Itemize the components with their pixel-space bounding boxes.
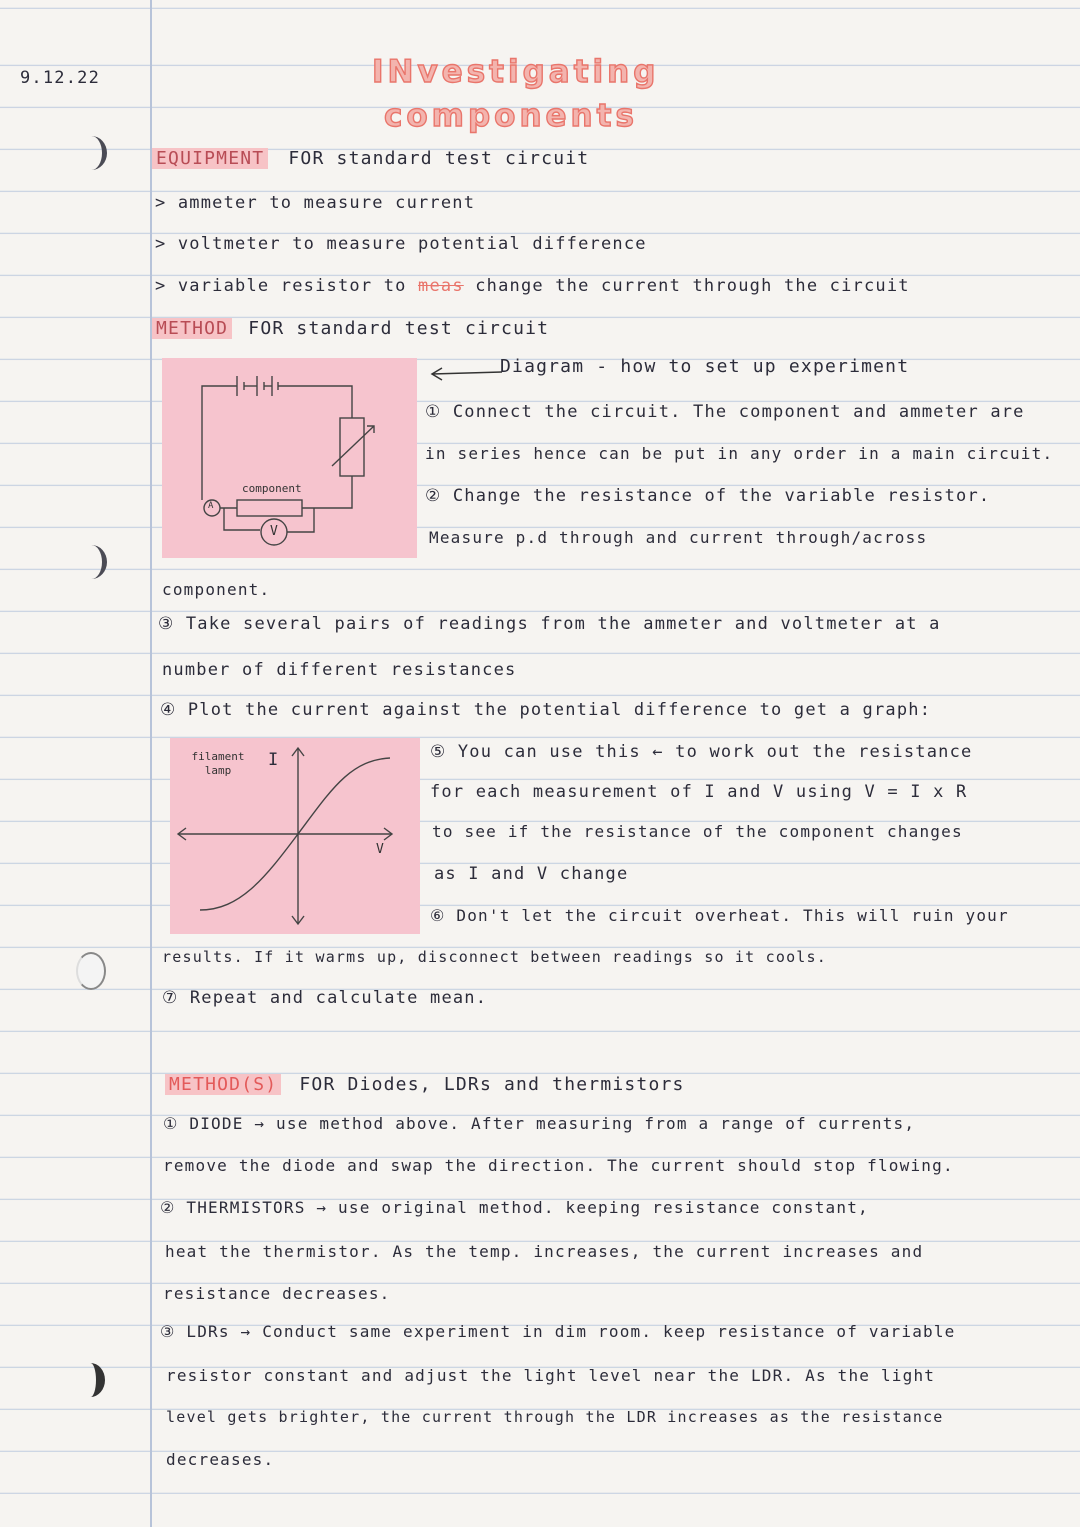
method-line: ⑦ Repeat and calculate mean. [162, 988, 488, 1008]
methods-line [160, 1198, 869, 1217]
binder-ring [76, 545, 107, 579]
circuit-diagram [162, 358, 417, 558]
method-line: for each measurement of I and V using V = I x R [430, 782, 968, 802]
methods-line: resistance decreases. [163, 1284, 391, 1303]
circuit-diagram-drawing [162, 358, 417, 558]
methods-heading-rest: FOR Diodes, LDRs and thermistors [299, 1074, 685, 1095]
equipment-item-part: > variable resistor to [155, 276, 407, 296]
iv-graph [170, 738, 420, 934]
methods-line: remove the diode and swap the direction. The current should stop flowing. [163, 1156, 954, 1175]
diagram-caption: Diagram - how to set up experiment [500, 356, 910, 377]
graph-x-axis-label: V [376, 842, 384, 857]
method-heading [152, 318, 549, 339]
equipment-item [155, 276, 910, 296]
methods-line [163, 1114, 915, 1133]
methods-text: THERMISTORS → use original method. keeping resistance constant, [186, 1198, 869, 1217]
ammeter-label: A [208, 501, 214, 511]
arrow-left-icon [428, 364, 508, 384]
methods-line: resistor constant and adjust the light level near the LDR. As the light [166, 1366, 936, 1385]
methods-number: ① [163, 1114, 179, 1133]
method-line: ② Change the resistance of the variable resistor. [425, 486, 991, 506]
methods-number: ③ [160, 1322, 176, 1341]
graph-y-axis-label: I [268, 750, 280, 770]
method-line: ① Connect the circuit. The component and ammeter are [425, 402, 1025, 422]
method-line: in series hence can be put in any order in a main circuit. [425, 444, 1054, 463]
methods-number: ② [160, 1198, 176, 1217]
methods-line: decreases. [166, 1450, 275, 1469]
method-line: as I and V change [434, 864, 629, 884]
methods-heading-label: METHOD(S) [165, 1074, 281, 1095]
binder-ring [76, 136, 107, 170]
binder-ring [76, 1363, 105, 1397]
margin-line [150, 0, 152, 1527]
method-line: ③ Take several pairs of readings from the ammeter and voltmeter at a [158, 614, 941, 634]
binder-ring [76, 952, 106, 990]
methods-heading [165, 1074, 685, 1095]
crossed-out-word: meas [418, 276, 464, 296]
equipment-heading-label: EQUIPMENT [152, 148, 268, 169]
component-label: component [242, 482, 302, 495]
page-title-line2: components [384, 98, 638, 134]
method-line: ⑥ Don't let the circuit overheat. This will ruin your [430, 906, 1009, 925]
voltmeter-label: V [270, 524, 278, 539]
method-line: to see if the resistance of the component changes [432, 822, 963, 841]
date: 9.12.22 [20, 68, 101, 88]
methods-line [160, 1322, 956, 1341]
method-heading-rest: FOR standard test circuit [248, 318, 550, 339]
method-heading-label: METHOD [152, 318, 232, 339]
methods-line: level gets brighter, the current through the LDR increases as the resistance [166, 1408, 944, 1426]
equipment-heading [152, 148, 589, 169]
method-line: results. If it warms up, disconnect between readings so it cools. [162, 948, 827, 966]
method-line: ④ Plot the current against the potential difference to get a graph: [160, 700, 932, 720]
method-line: ⑤ You can use this ← to work out the resistance [430, 742, 973, 762]
methods-line: heat the thermistor. As the temp. increases, the current increases and [165, 1242, 924, 1261]
page-title-line1: INvestigating [372, 54, 660, 90]
equipment-item: > voltmeter to measure potential difference [155, 234, 647, 254]
equipment-heading-rest: FOR standard test circuit [288, 148, 590, 169]
graph-label: filament lamp [191, 750, 245, 777]
methods-text: LDRs → Conduct same experiment in dim room. keep resistance of variable [186, 1322, 956, 1341]
method-line: Measure p.d through and current through/across [429, 528, 928, 547]
method-line: number of different resistances [162, 660, 517, 680]
methods-text: DIODE → use method above. After measuring from a range of currents, [189, 1114, 916, 1133]
method-line: component. [162, 580, 271, 599]
equipment-item: > ammeter to measure current [155, 193, 476, 213]
equipment-item-part: change the current through the circuit [475, 276, 910, 296]
